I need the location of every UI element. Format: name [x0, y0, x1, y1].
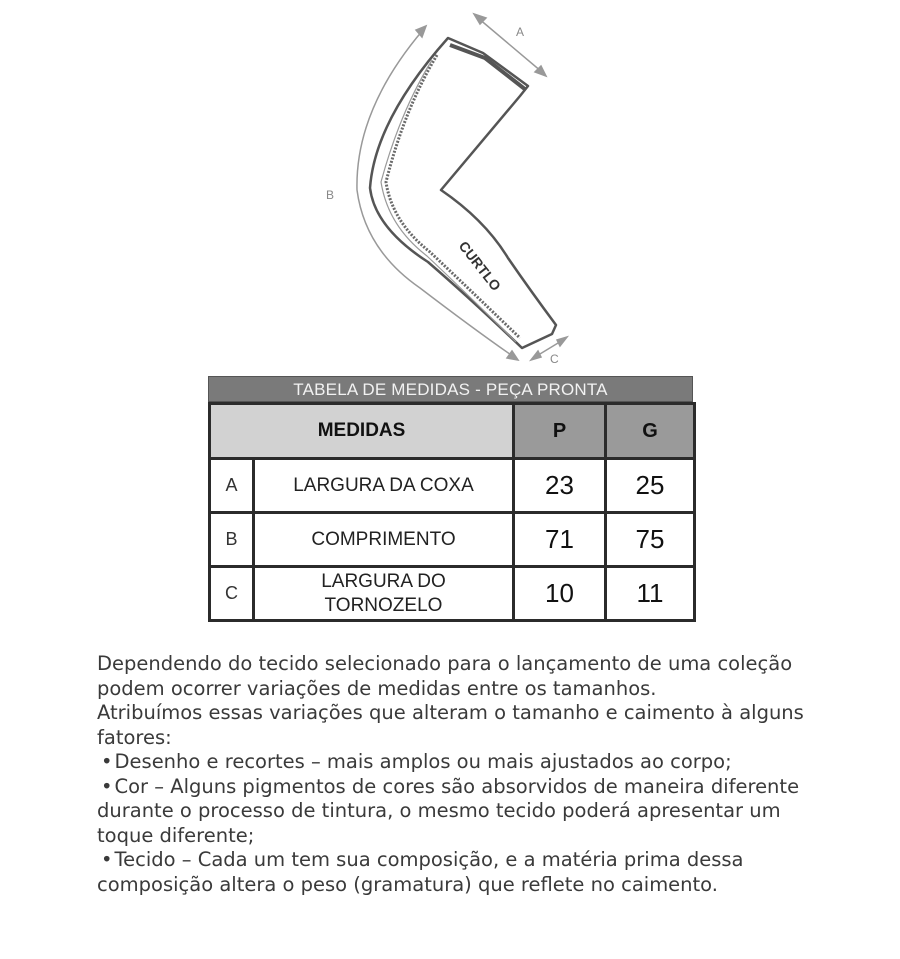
leg-warmer-outline: [370, 38, 556, 348]
note-line: podem ocorrer variações de medidas entre os tamanhos.: [97, 676, 657, 700]
note-bullet-color: • Cor – Alguns pigmentos de cores são absorvidos de maneira diferente: [97, 775, 817, 800]
row-value-g: 75: [606, 513, 695, 567]
label-c: C: [550, 352, 559, 366]
table-row: [210, 459, 695, 513]
table-title: TABELA DE MEDIDAS - PEÇA PRONTA: [208, 376, 693, 402]
table-header-row: [210, 404, 695, 459]
label-a: A: [516, 25, 525, 39]
note-line: Atribuímos essas variações que alteram o tamanho e caimento à alguns: [97, 701, 804, 724]
sizing-notes: [97, 652, 817, 897]
note-line: Dependendo do tecido selecionado para o lançamento de uma coleção: [97, 652, 793, 675]
note-line: composição altera o peso (gramatura) que reflete no caimento.: [97, 872, 718, 896]
header-size-p: P: [514, 404, 606, 459]
row-measure-name: LARGURA DO TORNOZELO: [254, 567, 514, 621]
row-measure-name: COMPRIMENTO: [254, 513, 514, 567]
note-line: durante o processo de tintura, o mesmo tecido poderá apresentar um: [97, 799, 781, 822]
label-b: B: [326, 188, 335, 202]
row-code: C: [210, 567, 254, 621]
header-measures: MEDIDAS: [210, 404, 514, 459]
note-line: fatores:: [97, 725, 172, 749]
note-line: toque diferente;: [97, 823, 255, 847]
row-value-p: 10: [514, 567, 606, 621]
size-table-container: [208, 376, 693, 622]
note-bullet-design: • Desenho e recortes – mais amplos ou mais ajustados ao corpo;: [97, 750, 817, 775]
row-code: B: [210, 513, 254, 567]
row-measure-name: LARGURA DA COXA: [254, 459, 514, 513]
row-value-g: 11: [606, 567, 695, 621]
brand-text: CURTLO: [455, 237, 505, 294]
row-code: A: [210, 459, 254, 513]
leg-warmer-illustration: [300, 0, 600, 375]
note-bullet-fabric: • Tecido – Cada um tem sua composição, e a matéria prima dessa: [97, 848, 817, 873]
header-size-g: G: [606, 404, 695, 459]
row-value-p: 71: [514, 513, 606, 567]
row-value-p: 23: [514, 459, 606, 513]
row-value-g: 25: [606, 459, 695, 513]
table-row: [210, 567, 695, 621]
table-row: [210, 513, 695, 567]
size-table: [208, 402, 696, 622]
